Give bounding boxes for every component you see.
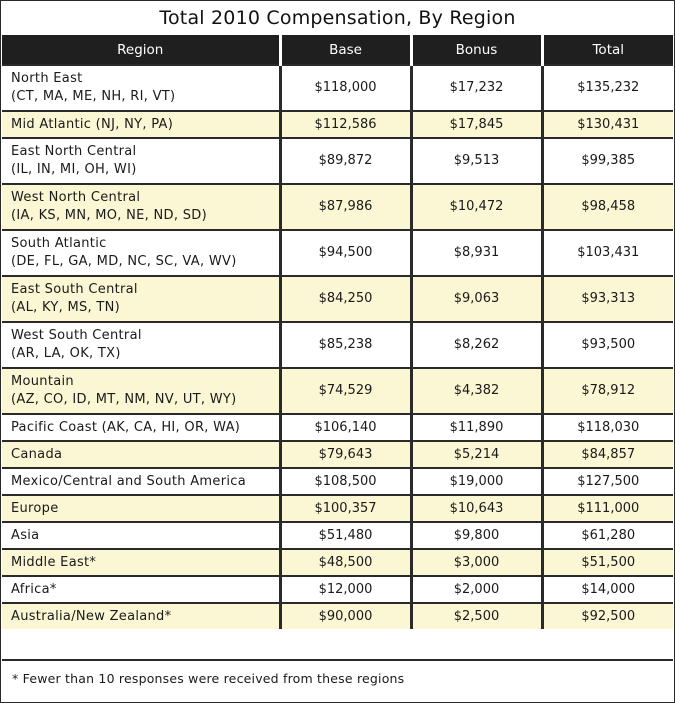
total-value-cell: $84,857 bbox=[542, 441, 673, 468]
base-value-cell: $85,238 bbox=[280, 322, 411, 368]
region-cell bbox=[2, 549, 280, 576]
region-name: North East bbox=[11, 71, 83, 86]
total-value-cell: $103,431 bbox=[542, 230, 673, 276]
bonus-value-cell: $8,262 bbox=[411, 322, 542, 368]
base-value-cell: $84,250 bbox=[280, 276, 411, 322]
region-cell bbox=[2, 184, 280, 230]
base-value-cell: $51,480 bbox=[280, 522, 411, 549]
table-title: Total 2010 Compensation, By Region bbox=[159, 7, 516, 29]
table-row bbox=[2, 495, 673, 522]
base-value-cell: $100,357 bbox=[280, 495, 411, 522]
table-row bbox=[2, 603, 673, 629]
table-row bbox=[2, 230, 673, 276]
base-value-cell: $108,500 bbox=[280, 468, 411, 495]
bonus-value-cell: $19,000 bbox=[411, 468, 542, 495]
bonus-value-cell: $17,232 bbox=[411, 65, 542, 111]
bonus-value-cell: $8,931 bbox=[411, 230, 542, 276]
region-states: (IL, IN, MI, OH, WI) bbox=[11, 162, 137, 177]
table-row bbox=[2, 111, 673, 138]
table-row bbox=[2, 138, 673, 184]
total-value-cell: $130,431 bbox=[542, 111, 673, 138]
total-value-cell: $127,500 bbox=[542, 468, 673, 495]
table-body bbox=[2, 65, 673, 629]
base-value-cell: $74,529 bbox=[280, 368, 411, 414]
total-value-cell: $98,458 bbox=[542, 184, 673, 230]
region-cell bbox=[2, 138, 280, 184]
table-row bbox=[2, 414, 673, 441]
region-cell bbox=[2, 111, 280, 138]
bonus-value-cell: $5,214 bbox=[411, 441, 542, 468]
region-name: Mountain bbox=[11, 374, 74, 389]
base-value-cell: $106,140 bbox=[280, 414, 411, 441]
base-value-cell: $48,500 bbox=[280, 549, 411, 576]
region-name: Mid Atlantic (NJ, NY, PA) bbox=[11, 116, 174, 132]
region-cell bbox=[2, 441, 280, 468]
region-cell bbox=[2, 414, 280, 441]
region-name: West South Central bbox=[11, 328, 142, 343]
region-cell bbox=[2, 468, 280, 495]
base-value-cell: $87,986 bbox=[280, 184, 411, 230]
region-cell bbox=[2, 276, 280, 322]
base-value-cell: $79,643 bbox=[280, 441, 411, 468]
region-cell bbox=[2, 576, 280, 603]
base-value-cell: $12,000 bbox=[280, 576, 411, 603]
total-value-cell: $14,000 bbox=[542, 576, 673, 603]
region-name: West North Central bbox=[11, 190, 141, 205]
column-header-base: Base bbox=[280, 35, 411, 65]
region-states: (AL, KY, MS, TN) bbox=[11, 300, 121, 315]
bonus-value-cell: $17,845 bbox=[411, 111, 542, 138]
total-value-cell: $93,313 bbox=[542, 276, 673, 322]
total-value-cell: $99,385 bbox=[542, 138, 673, 184]
region-cell bbox=[2, 495, 280, 522]
footnote: * Fewer than 10 responses were received from these regions bbox=[2, 659, 673, 701]
base-value-cell: $118,000 bbox=[280, 65, 411, 111]
bonus-value-cell: $9,063 bbox=[411, 276, 542, 322]
total-value-cell: $93,500 bbox=[542, 322, 673, 368]
bonus-value-cell: $10,643 bbox=[411, 495, 542, 522]
region-cell bbox=[2, 522, 280, 549]
base-value-cell: $89,872 bbox=[280, 138, 411, 184]
total-value-cell: $78,912 bbox=[542, 368, 673, 414]
header-row bbox=[2, 35, 673, 65]
region-name: Mexico/Central and South America bbox=[11, 473, 246, 489]
total-value-cell: $51,500 bbox=[542, 549, 673, 576]
region-name: Europe bbox=[11, 500, 59, 516]
base-value-cell: $94,500 bbox=[280, 230, 411, 276]
table-row bbox=[2, 184, 673, 230]
total-value-cell: $118,030 bbox=[542, 414, 673, 441]
bonus-value-cell: $9,513 bbox=[411, 138, 542, 184]
bonus-value-cell: $2,500 bbox=[411, 603, 542, 629]
region-name: South Atlantic bbox=[11, 236, 107, 251]
table-row bbox=[2, 276, 673, 322]
total-value-cell: $135,232 bbox=[542, 65, 673, 111]
region-name: East South Central bbox=[11, 282, 138, 297]
total-value-cell: $92,500 bbox=[542, 603, 673, 629]
column-header-bonus: Bonus bbox=[411, 35, 542, 65]
table-row bbox=[2, 522, 673, 549]
region-states: (IA, KS, MN, MO, NE, ND, SD) bbox=[11, 208, 207, 223]
region-name: Africa* bbox=[11, 581, 57, 597]
base-value-cell: $90,000 bbox=[280, 603, 411, 629]
base-value-cell: $112,586 bbox=[280, 111, 411, 138]
region-name: Pacific Coast (AK, CA, HI, OR, WA) bbox=[11, 419, 241, 435]
region-states: (AR, LA, OK, TX) bbox=[11, 346, 121, 361]
region-states: (DE, FL, GA, MD, NC, SC, VA, WV) bbox=[11, 254, 237, 269]
region-cell bbox=[2, 230, 280, 276]
region-cell bbox=[2, 322, 280, 368]
table-row bbox=[2, 468, 673, 495]
region-states: (CT, MA, ME, NH, RI, VT) bbox=[11, 89, 176, 104]
region-name: Australia/New Zealand* bbox=[11, 608, 172, 624]
region-states: (AZ, CO, ID, MT, NM, NV, UT, WY) bbox=[11, 392, 237, 407]
bonus-value-cell: $10,472 bbox=[411, 184, 542, 230]
region-name: East North Central bbox=[11, 144, 137, 159]
bonus-value-cell: $2,000 bbox=[411, 576, 542, 603]
region-name: Middle East* bbox=[11, 554, 97, 570]
bonus-value-cell: $9,800 bbox=[411, 522, 542, 549]
region-cell bbox=[2, 603, 280, 629]
bonus-value-cell: $4,382 bbox=[411, 368, 542, 414]
table-row bbox=[2, 441, 673, 468]
region-cell bbox=[2, 65, 280, 111]
total-value-cell: $111,000 bbox=[542, 495, 673, 522]
column-header-total: Total bbox=[542, 35, 673, 65]
region-name: Asia bbox=[11, 527, 40, 543]
total-value-cell: $61,280 bbox=[542, 522, 673, 549]
bonus-value-cell: $11,890 bbox=[411, 414, 542, 441]
table-row bbox=[2, 576, 673, 603]
table-row bbox=[2, 322, 673, 368]
bonus-value-cell: $3,000 bbox=[411, 549, 542, 576]
table-row bbox=[2, 65, 673, 111]
table-row bbox=[2, 368, 673, 414]
compensation-table bbox=[2, 35, 673, 629]
region-name: Canada bbox=[11, 446, 63, 462]
column-header-region: Region bbox=[2, 35, 280, 65]
region-cell bbox=[2, 368, 280, 414]
table-row bbox=[2, 549, 673, 576]
